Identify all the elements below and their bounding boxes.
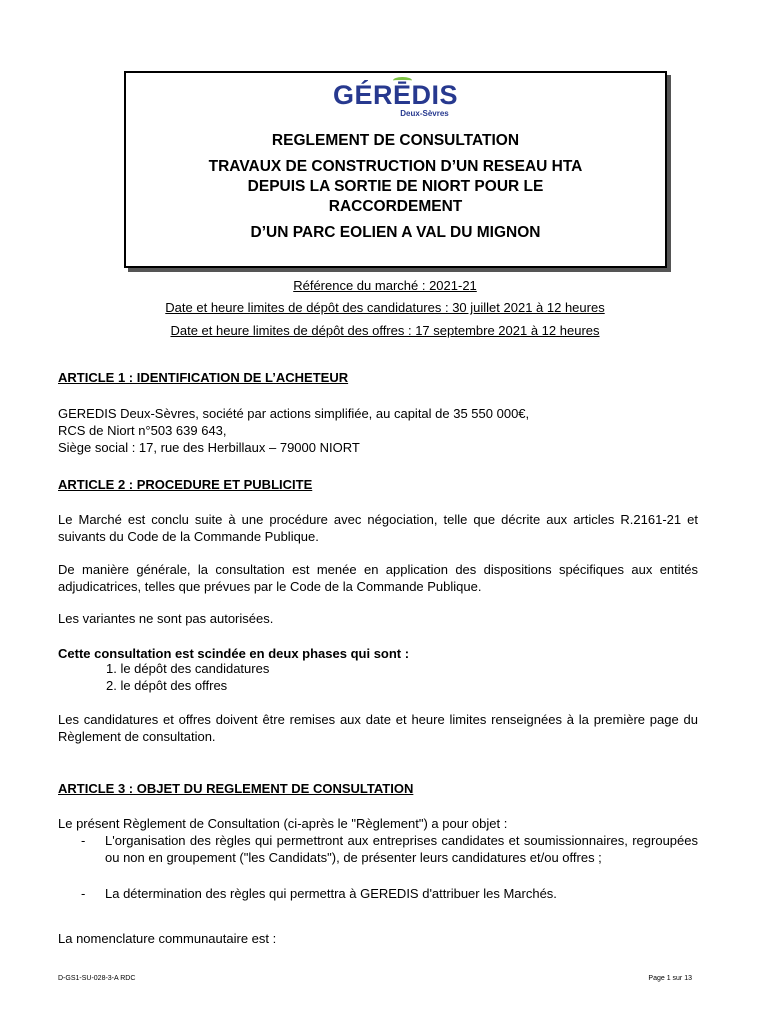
article-2-paragraph-3: Les variantes ne sont pas autorisées. <box>58 611 274 626</box>
objective-text-2: La détermination des règles qui permettra à GEREDIS d'attribuer les Marchés. <box>105 886 557 901</box>
document-title <box>126 131 665 243</box>
title-line-2: TRAVAUX DE CONSTRUCTION D’UN RESEAU HTA <box>208 158 583 175</box>
buyer-line-2: RCS de Niort n°503 639 643, <box>58 423 227 438</box>
geredis-logo <box>126 81 665 121</box>
article-2-paragraph-4: Les candidatures et offres doivent être remises aux date et heure limites renseignées à la première page du Règlement de consultation. <box>58 712 698 744</box>
title-line-5: D’UN PARC EOLIEN A VAL DU MIGNON <box>250 224 541 241</box>
article-2-heading: ARTICLE 2 : PROCEDURE ET PUBLICITE <box>58 477 313 492</box>
nomenclature-line: La nomenclature communautaire est : <box>58 931 277 946</box>
document-header-box <box>124 71 667 268</box>
objective-item-1 <box>81 832 698 866</box>
logo-wordmark: GÉRĒDIS <box>332 80 459 110</box>
article-2-paragraph-2: De manière générale, la consultation est menée en application des dispositions spécifiques aux entités adjudicatrices, telles que prévues par le Code de la Commande Publique. <box>58 562 698 594</box>
phases-intro: Cette consultation est scindée en deux phases qui sont : <box>58 646 410 661</box>
document-code: D-GS1-SU-028-3-A RDC <box>58 975 136 982</box>
logo-subtitle: Deux-Sèvres <box>400 109 449 118</box>
title-line-3: DEPUIS LA SORTIE DE NIORT POUR LE <box>247 178 544 195</box>
buyer-line-1: GEREDIS Deux-Sèvres, société par actions simplifiée, au capital de 35 550 000€, <box>58 406 530 421</box>
objective-text-1: L'organisation des règles qui permettront aux entreprises candidates et soumissionnaires, regroupées ou non en groupement ("les Candidats"), de présenter leurs candidatures et/ou offres ; <box>105 833 698 865</box>
market-reference: Référence du marché : 2021-21 <box>293 278 477 293</box>
title-line-1: REGLEMENT DE CONSULTATION <box>271 132 520 149</box>
article-3-heading: ARTICLE 3 : OBJET DU REGLEMENT DE CONSULTATION <box>58 781 414 796</box>
offres-deadline: Date et heure limites de dépôt des offres : 17 septembre 2021 à 12 heures <box>170 323 600 338</box>
article-3-intro: Le présent Règlement de Consultation (ci-après le "Règlement") a pour objet : <box>58 816 508 831</box>
article-2-paragraph-1: Le Marché est conclu suite à une procédure avec négociation, telle que décrite aux articles R.2161-21 et suivants du Code de la Commande Publique. <box>58 512 698 544</box>
dash-bullet: - <box>81 833 86 848</box>
candidatures-deadline: Date et heure limites de dépôt des candidatures : 30 juillet 2021 à 12 heures <box>165 300 605 315</box>
dash-bullet: - <box>81 886 86 901</box>
title-line-4: RACCORDEMENT <box>328 198 463 215</box>
phase-item-2: 2. le dépôt des offres <box>106 678 228 693</box>
page-number: Page 1 sur 13 <box>648 975 692 982</box>
buyer-identification <box>58 405 698 456</box>
objective-item-2 <box>81 885 698 902</box>
buyer-line-3: Siège social : 17, rue des Herbillaux – 79000 NIORT <box>58 440 360 455</box>
article-1-heading: ARTICLE 1 : IDENTIFICATION DE L’ACHETEUR <box>58 370 349 385</box>
phase-item-1: 1. le dépôt des candidatures <box>106 661 270 676</box>
